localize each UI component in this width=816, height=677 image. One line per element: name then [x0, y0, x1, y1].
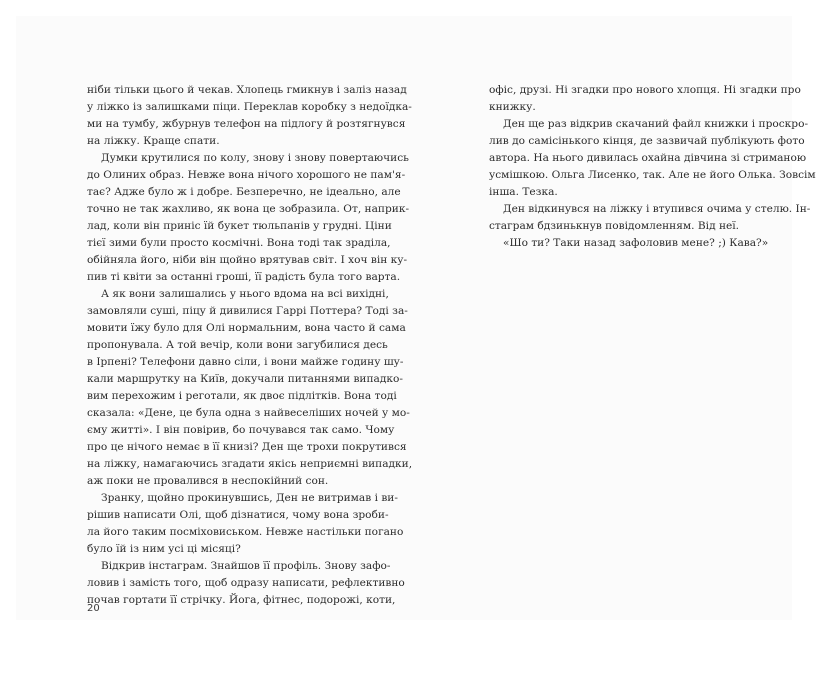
text-line: офіс, друзі. Ні згадки про нового хлопця. Ні згадки про [489, 84, 801, 96]
text-line: Відкрив інстаграм. Знайшов її профіль. Знову зафо- [101, 560, 391, 572]
text-line: вим перехожим і реготали, як двоє підлітків. Вона тоді [87, 390, 397, 402]
text-line: пропонувала. А той вечір, коли вони загубилися десь [87, 339, 388, 351]
text-line: до Олиних образ. Невже вона нічого хорошого не пам'я- [87, 169, 406, 181]
left-page-text [87, 82, 413, 609]
text-line: було їй із ним усі ці місяці? [87, 543, 241, 555]
text-line: сказала: «Дене, це була одна з найвеселіших ночей у мо- [87, 407, 410, 419]
text-line: на ліжку, намагаючись згадати якісь неприємні випадки, [87, 458, 413, 470]
text-line: обійняла його, ніби він щойно врятував світ. І хоч він ку- [87, 254, 408, 266]
text-line: про це нічого немає в її книзі? Ден ще трохи покрутився [87, 441, 407, 453]
text-line: лив до самісінького кінця, де зазвичай публікують фото [489, 135, 805, 147]
text-line: в Ірпені? Телефони давно сіли, і вони майже годину шу- [87, 356, 404, 368]
text-line: стаграм бдзинькнув повідомленням. Від неї. [489, 220, 740, 232]
text-line: кали маршрутку на Київ, докучали питаннями випадко- [87, 373, 403, 385]
text-line: рішив написати Олі, щоб дізнатися, чому вона зроби- [87, 509, 389, 521]
text-line: ловив і замість того, щоб одразу написати, рефлективно [87, 577, 405, 589]
text-line: замовляли суші, піцу й дивилися Гаррі Поттера? Тоді за- [87, 305, 408, 317]
text-line: лад, коли він приніс їй букет тюльпанів у грудні. Ціни [87, 220, 392, 232]
text-line: мовити їжу було для Олі нормальним, вона часто й сама [87, 322, 406, 334]
text-line: ла його таким посміховиськом. Невже настільки погано [87, 526, 404, 538]
book-spread [16, 16, 816, 620]
text-line: аж поки не провалився в неспокійний сон. [87, 475, 329, 487]
text-line: єму житті». І він повірив, бо почувався так само. Чому [87, 424, 395, 436]
text-line: точно не так жахливо, як вона це зобразила. От, наприк- [87, 203, 410, 215]
text-line: «Шо ти? Таки назад зафоловив мене? ;) Кава?» [503, 237, 769, 249]
right-page-text [489, 82, 816, 252]
text-line: Думки крутилися по колу, знову і знову повертаючись [101, 152, 409, 164]
page-number: 20 [87, 603, 100, 614]
text-line: інша. Тезка. [489, 186, 558, 198]
text-line: тієї зими були просто космічні. Вона тоді так зраділа, [87, 237, 391, 249]
text-line: ніби тільки цього й чекав. Хлопець гмикнув і заліз назад [87, 84, 407, 96]
text-line: книжку. [489, 101, 536, 113]
text-line: автора. На нього дивилась охайна дівчина зі стриманою [489, 152, 807, 164]
text-line: Ден ще раз відкрив скачаний файл книжки і проскро- [503, 118, 809, 130]
text-line: на ліжку. Краще спати. [87, 135, 220, 147]
text-line: Ден відкинувся на ліжку і втупився очима у стелю. Ін- [503, 203, 811, 215]
text-line: у ліжко із залишками піци. Переклав коробку з недоїдка- [87, 101, 412, 113]
text-line: почав гортати її стрічку. Йога, фітнес, подорожі, коти, [87, 594, 396, 606]
text-line: ми на тумбу, жбурнув телефон на підлогу й розтягнувся [87, 118, 406, 130]
text-line: тає? Адже було ж і добре. Безперечно, не ідеально, але [87, 186, 401, 198]
text-line: пив ті квіти за останні гроші, її радість була того варта. [87, 271, 401, 283]
text-line: Зранку, щойно прокинувшись, Ден не витримав і ви- [101, 492, 398, 504]
text-line: А як вони залишались у нього вдома на всі вихідні, [101, 288, 389, 300]
text-line: усмішкою. Ольга Лисенко, так. Але не його Олька. Зовсім [489, 169, 816, 181]
